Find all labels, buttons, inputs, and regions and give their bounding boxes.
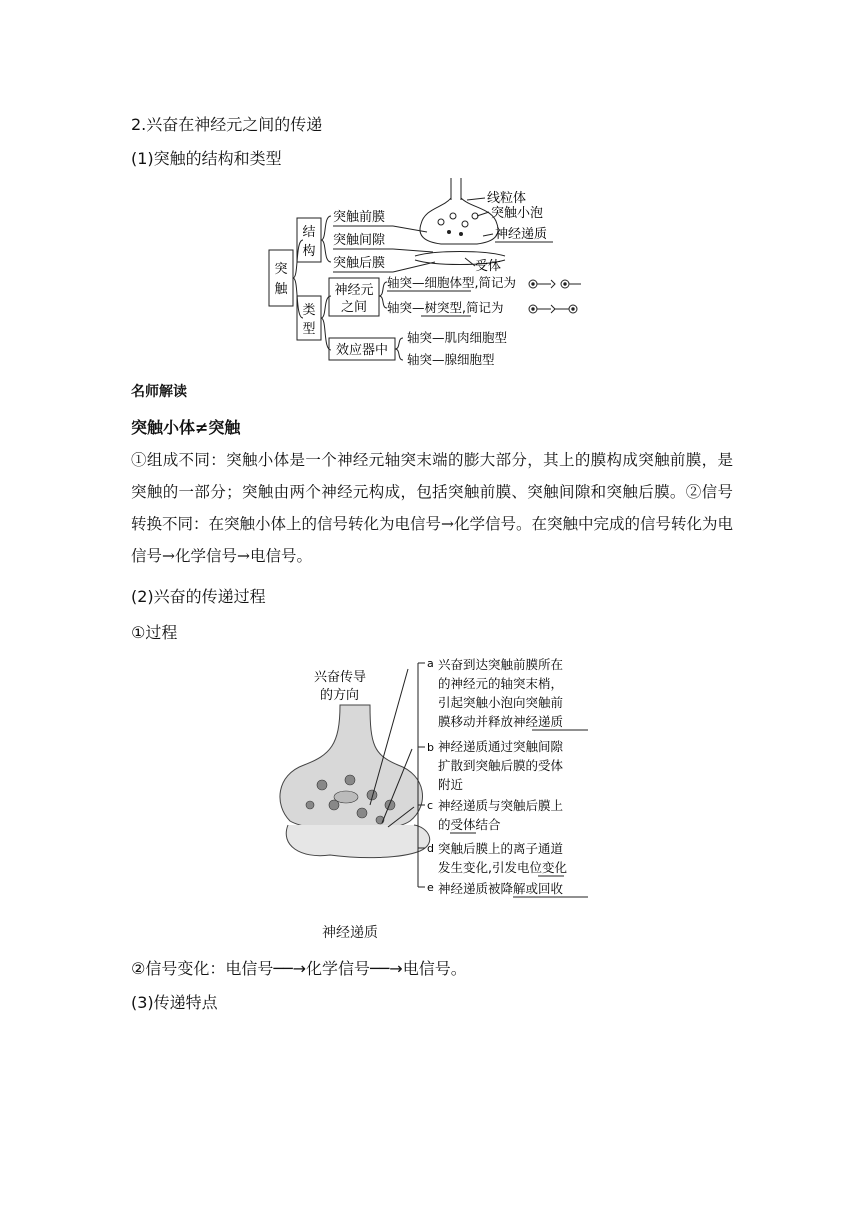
step-c-line-1: 神经递质与突触后膜上 (438, 798, 564, 813)
teacher-note-label: 名师解读 (131, 384, 187, 400)
effector-item-2: 轴突—腺细胞型 (407, 352, 495, 367)
between-neurons-label-1: 神经元 (334, 283, 374, 298)
step-d-line-2: 发生变化,引发电位变化 (438, 860, 567, 875)
step-b-line-3: 附近 (438, 777, 464, 792)
svg-text:型: 型 (302, 322, 316, 337)
figure-caption: 神经递质 (322, 925, 378, 941)
subsection-title-structure: (1)突触的结构和类型 (131, 149, 282, 168)
note-body: ①组成不同：突触小体是一个神经元轴突末端的膨大部分，其上的膜构成突触前膜，是突触的一部分；突触由两个神经元构成，包括突触前膜、突触间隙和突触后膜。②信号转换不同：在突触小体上的信号转化为电信号→化学信号。在突触中完成的信号转化为电信号→化学信号→电信号。 (131, 451, 733, 565)
effector-label: 效应器中 (335, 343, 389, 358)
svg-text:构: 构 (302, 244, 316, 259)
step-c-key: c (427, 799, 434, 812)
between-item-2: 轴突—树突型,简记为 (387, 300, 504, 315)
step-a-key: a (427, 657, 434, 670)
step-b-line-2: 扩散到突触后膜的受体 (438, 758, 564, 773)
signal-change: ②信号变化：电信号──→化学信号──→电信号。 (131, 959, 467, 978)
step-d-line-1: 突触后膜上的离子通道 (438, 841, 564, 856)
type-label: 类 (302, 303, 316, 318)
structure-item-1: 突触前膜 (333, 210, 386, 225)
label-neurotransmitter: 神经递质 (495, 227, 548, 242)
synapse-structure-diagram (265, 178, 605, 368)
subsection-title-features: (3)传递特点 (131, 993, 218, 1012)
step-d-key: d (427, 842, 434, 855)
step-a-line-1: 兴奋到达突触前膜所在 (438, 657, 564, 672)
axo-somatic-symbol (529, 280, 581, 288)
label-vesicle: 突触小泡 (491, 206, 544, 221)
step-b-line-1: 神经递质通过突触间隙 (438, 739, 564, 754)
between-neurons-label-2: 之间 (340, 300, 368, 315)
root-label-2: 触 (274, 282, 288, 297)
process-label: ①过程 (131, 623, 178, 642)
label-mitochondria: 线粒体 (487, 191, 527, 206)
step-c-line-2: 的受体结合 (438, 817, 501, 832)
section-title: 2.兴奋在神经元之间的传递 (131, 115, 323, 134)
step-a-line-3: 引起突触小泡向突触前 (438, 695, 564, 710)
step-e-line-1: 神经递质被降解或回收 (438, 881, 564, 896)
label-receptor: 受体 (475, 259, 502, 274)
note-title: 突触小体≠突触 (131, 418, 241, 437)
step-a-line-4: 膜移动并释放神经递质 (438, 714, 564, 729)
effector-item-1: 轴突—肌肉细胞型 (407, 330, 508, 345)
step-b-key: b (427, 741, 434, 754)
axo-dendritic-symbol (529, 305, 577, 313)
direction-label-1: 兴奋传导 (314, 670, 367, 685)
structure-label: 结 (302, 225, 316, 240)
synaptic-transmission-diagram (270, 655, 600, 910)
step-e-key: e (427, 881, 434, 894)
root-label-1: 突 (274, 262, 288, 277)
structure-item-2: 突触间隙 (333, 233, 386, 248)
structure-item-3: 突触后膜 (333, 256, 386, 271)
subsection-title-process: (2)兴奋的传递过程 (131, 587, 266, 606)
step-a-line-2: 的神经元的轴突末梢， (438, 676, 564, 691)
direction-label-2: 的方向 (320, 688, 360, 703)
between-item-1: 轴突—细胞体型,简记为 (387, 275, 516, 290)
